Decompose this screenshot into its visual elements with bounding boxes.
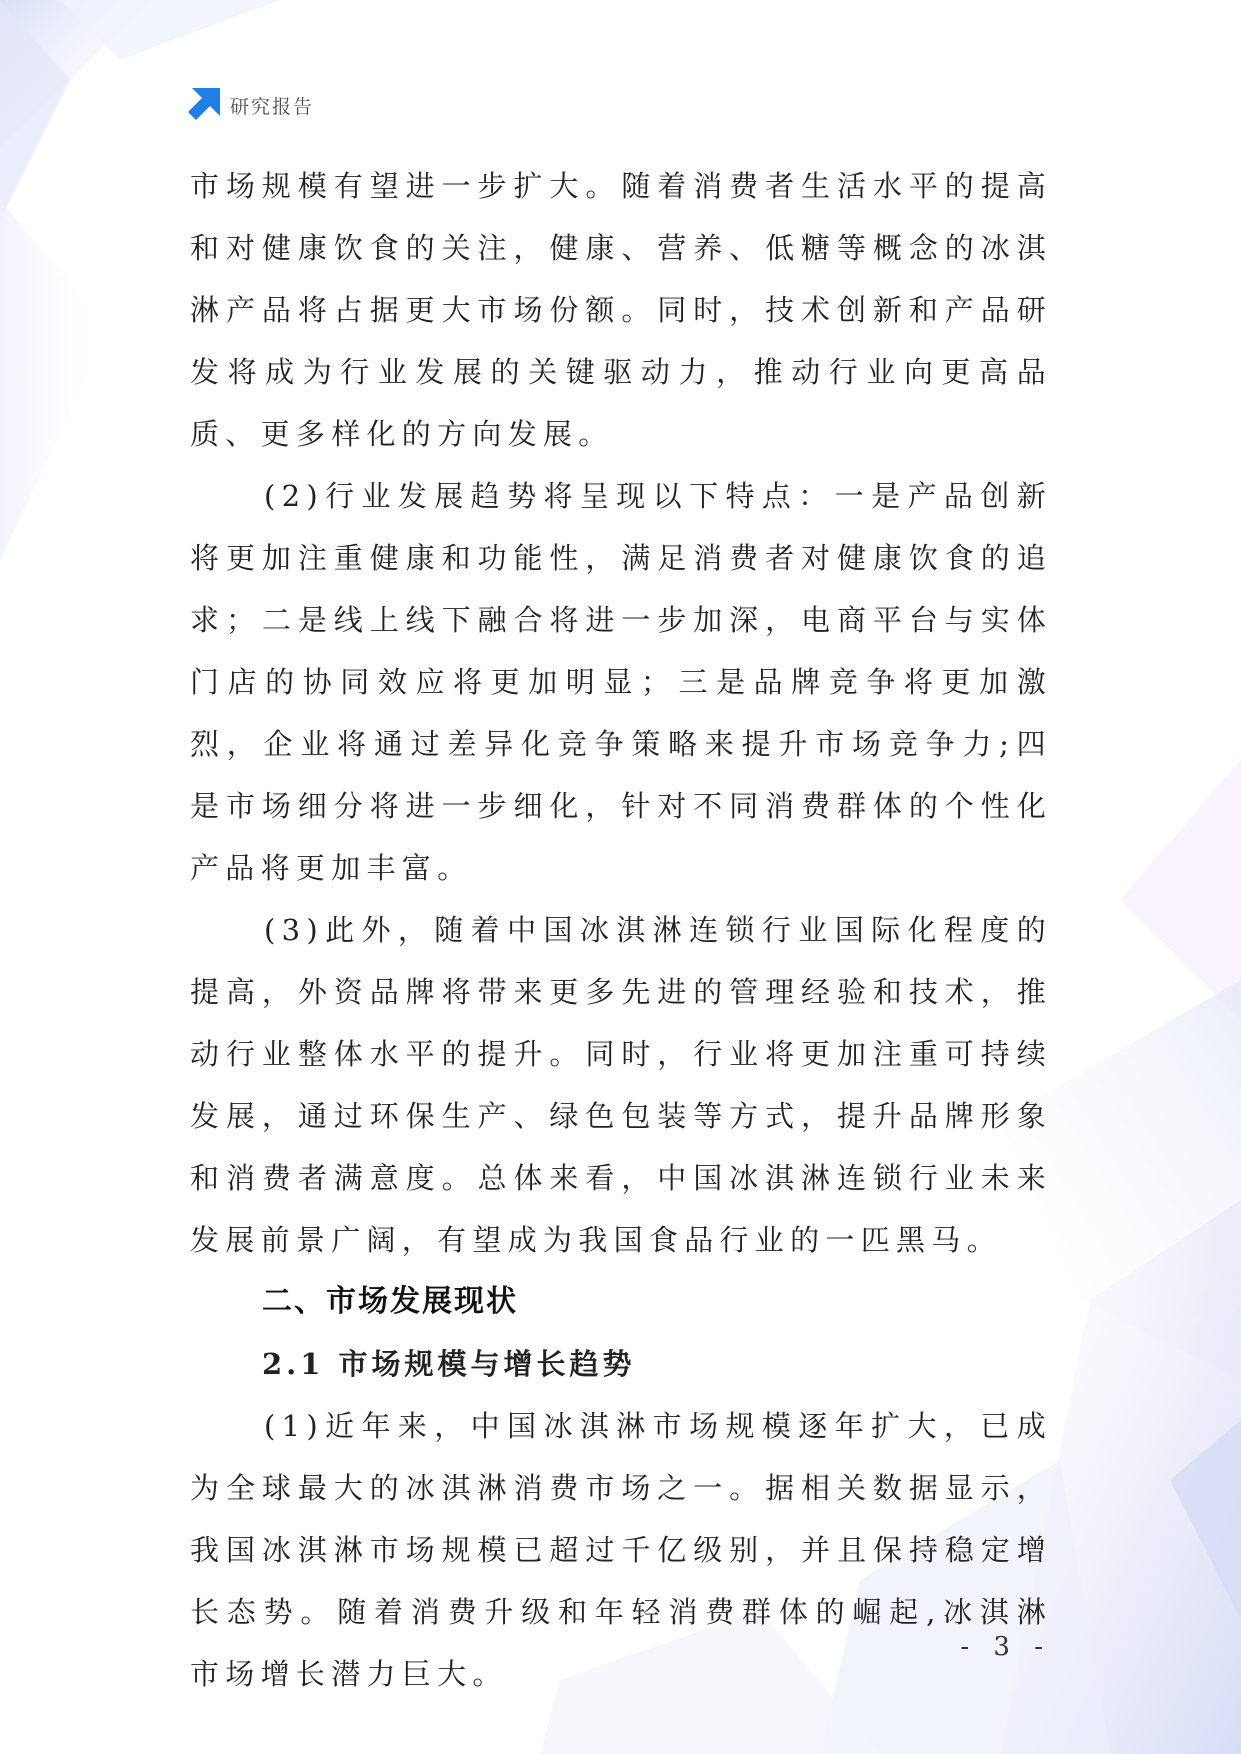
report-header [186, 88, 314, 122]
page-number: - 3 - [960, 1632, 1051, 1662]
arrow-up-right-icon [186, 88, 220, 122]
subsection-heading: 2.1 市场规模与增长趋势 [262, 1347, 636, 1381]
section-heading: 二、市场发展现状 [262, 1284, 518, 1319]
paragraph-market-size: (1)近年来，中国冰淇淋市场规模逐年扩大，已成为全球最大的冰淇淋消费市场之一。据相关数据显示，我国冰淇淋市场规模已超过千亿级别，并且保持稳定增长态势。随着消费升级和年轻消费群体的崛起,冰淇淋市场增长潜力巨大。 [190, 1409, 1052, 1691]
paragraph-market-outlook: 市场规模有望进一步扩大。随着消费者生活水平的提高和对健康饮食的关注，健康、营养、低糖等概念的冰淇淋产品将占据更大市场份额。同时，技术创新和产品研发将成为行业发展的关键驱动力，推动行业向更高品质、更多样化的方向发展。 [190, 169, 1052, 451]
document-body [190, 155, 1052, 1705]
paragraph-internationalization: (3)此外，随着中国冰淇淋连锁行业国际化程度的提高，外资品牌将带来更多先进的管理经验和技术，推动行业整体水平的提升。同时，行业将更加注重可持续发展，通过环保生产、绿色包装等方式，提升品牌形象和消费者满意度。总体来看，中国冰淇淋连锁行业未来发展前景广阔，有望成为我国食品行业的一匹黑马。 [190, 913, 1052, 1257]
header-title: 研究报告 [230, 95, 315, 118]
paragraph-industry-trends: (2)行业发展趋势将呈现以下特点：一是产品创新将更加注重健康和功能性，满足消费者对健康饮食的追求；二是线上线下融合将进一步加深，电商平台与实体门店的协同效应将更加明显；三是品牌竞争将更加激烈，企业将通过差异化竞争策略来提升市场竞争力;四是市场细分将进一步细化，针对不同消费群体的个性化产品将更加丰富。 [190, 479, 1052, 885]
